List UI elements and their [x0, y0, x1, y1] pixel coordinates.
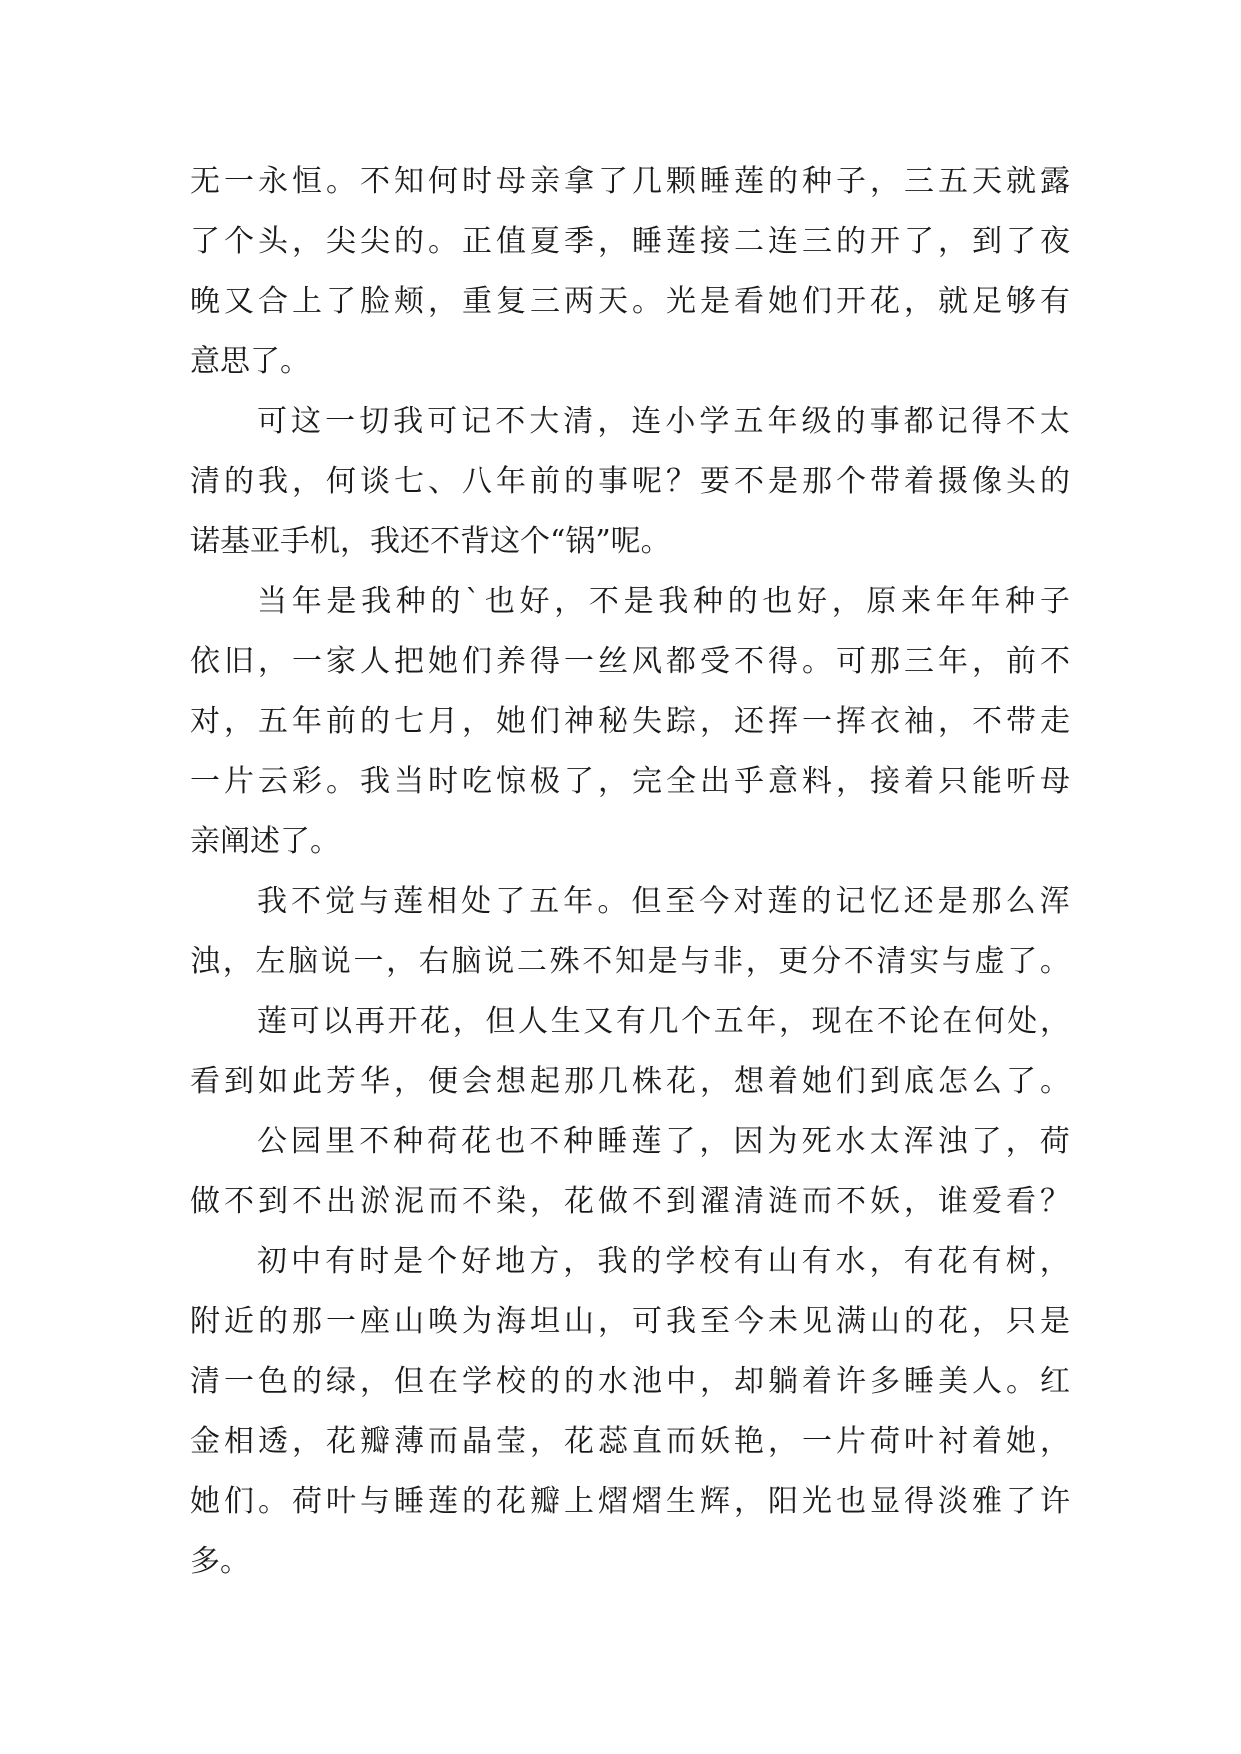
text-line: 她 们 。 荷 叶 与 睡 莲 的 花 瓣 上 熠 熠 生 辉 ， 阳 光 也 显 得 淡 雅 了 许	[190, 1484, 1070, 1519]
document-body	[190, 162, 1070, 1602]
text-line: 依 旧 ， 一 家 人 把 她 们 养 得 一 丝 风 都 受 不 得 。 可 那 三 年 ， 前 不	[190, 644, 1070, 679]
text-line: 晚 又 合 上 了 脸 颊 ， 重 复 三 两 天 。 光 是 看 她 们 开 花 ， 就 足 够 有	[190, 284, 1070, 319]
text-line: 莲 可 以 再 开 花 ， 但 人 生 又 有 几 个 五 年 ， 现 在 不 论 在 何 处 ，	[257, 1004, 1070, 1039]
text-line: 意思了。	[190, 344, 310, 379]
text-line: 附 近 的 那 一 座 山 唤 为 海 坦 山 ， 可 我 至 今 未 见 满 山 的 花 ， 只 是	[190, 1304, 1070, 1339]
text-line: 无 一 永 恒 。 不 知 何 时 母 亲 拿 了 几 颗 睡 莲 的 种 子 ， 三 五 天 就 露	[190, 164, 1070, 199]
text-line: 浊 ， 左 脑 说 一 ， 右 脑 说 二 殊 不 知 是 与 非 ， 更 分 不 清 实 与 虚 了 。	[190, 944, 1070, 979]
text-line: 做 不 到 不 出 淤 泥 而 不 染 ， 花 做 不 到 濯 清 涟 而 不 妖 ， 谁 爱 看 ？	[190, 1184, 1070, 1219]
text-line: 清 的 我 ， 何 谈 七 、 八 年 前 的 事 呢 ？ 要 不 是 那 个 带 着 摄 像 头 的	[190, 464, 1070, 499]
text-line: 诺基亚手机，我还不背这个“锅”呢。	[190, 524, 671, 559]
text-line: 了 个 头 ， 尖 尖 的 。 正 值 夏 季 ， 睡 莲 接 二 连 三 的 开 了 ， 到 了 夜	[190, 224, 1070, 259]
text-line: 看 到 如 此 芳 华 ， 便 会 想 起 那 几 株 花 ， 想 着 她 们 到 底 怎 么 了 。	[190, 1064, 1070, 1099]
text-line: 清 一 色 的 绿 ， 但 在 学 校 的 的 水 池 中 ， 却 躺 着 许 多 睡 美 人 。 红	[190, 1364, 1070, 1399]
text-line: 多。	[190, 1544, 250, 1579]
text-line: 对 ， 五 年 前 的 七 月 ， 她 们 神 秘 失 踪 ， 还 挥 一 挥 衣 袖 ， 不 带 走	[190, 704, 1070, 739]
text-line: 亲阐述了。	[190, 824, 340, 859]
text-line: 公 园 里 不 种 荷 花 也 不 种 睡 莲 了 ， 因 为 死 水 太 浑 浊 了 ， 荷	[257, 1124, 1070, 1159]
text-line: 可 这 一 切 我 可 记 不 大 清 ， 连 小 学 五 年 级 的 事 都 记 得 不 太	[257, 404, 1070, 439]
text-line: 初 中 有 时 是 个 好 地 方 ， 我 的 学 校 有 山 有 水 ， 有 花 有 树 ，	[257, 1244, 1070, 1279]
text-line: 当 年 是 我 种 的 ` 也 好 ， 不 是 我 种 的 也 好 ， 原 来 年 年 种 子	[257, 584, 1070, 619]
text-line: 我 不 觉 与 莲 相 处 了 五 年 。 但 至 今 对 莲 的 记 忆 还 是 那 么 浑	[257, 884, 1070, 919]
text-line: 一 片 云 彩 。 我 当 时 吃 惊 极 了 ， 完 全 出 乎 意 料 ， 接 着 只 能 听 母	[190, 764, 1070, 799]
text-line: 金 相 透 ， 花 瓣 薄 而 晶 莹 ， 花 蕊 直 而 妖 艳 ， 一 片 荷 叶 衬 着 她 ，	[190, 1424, 1070, 1459]
